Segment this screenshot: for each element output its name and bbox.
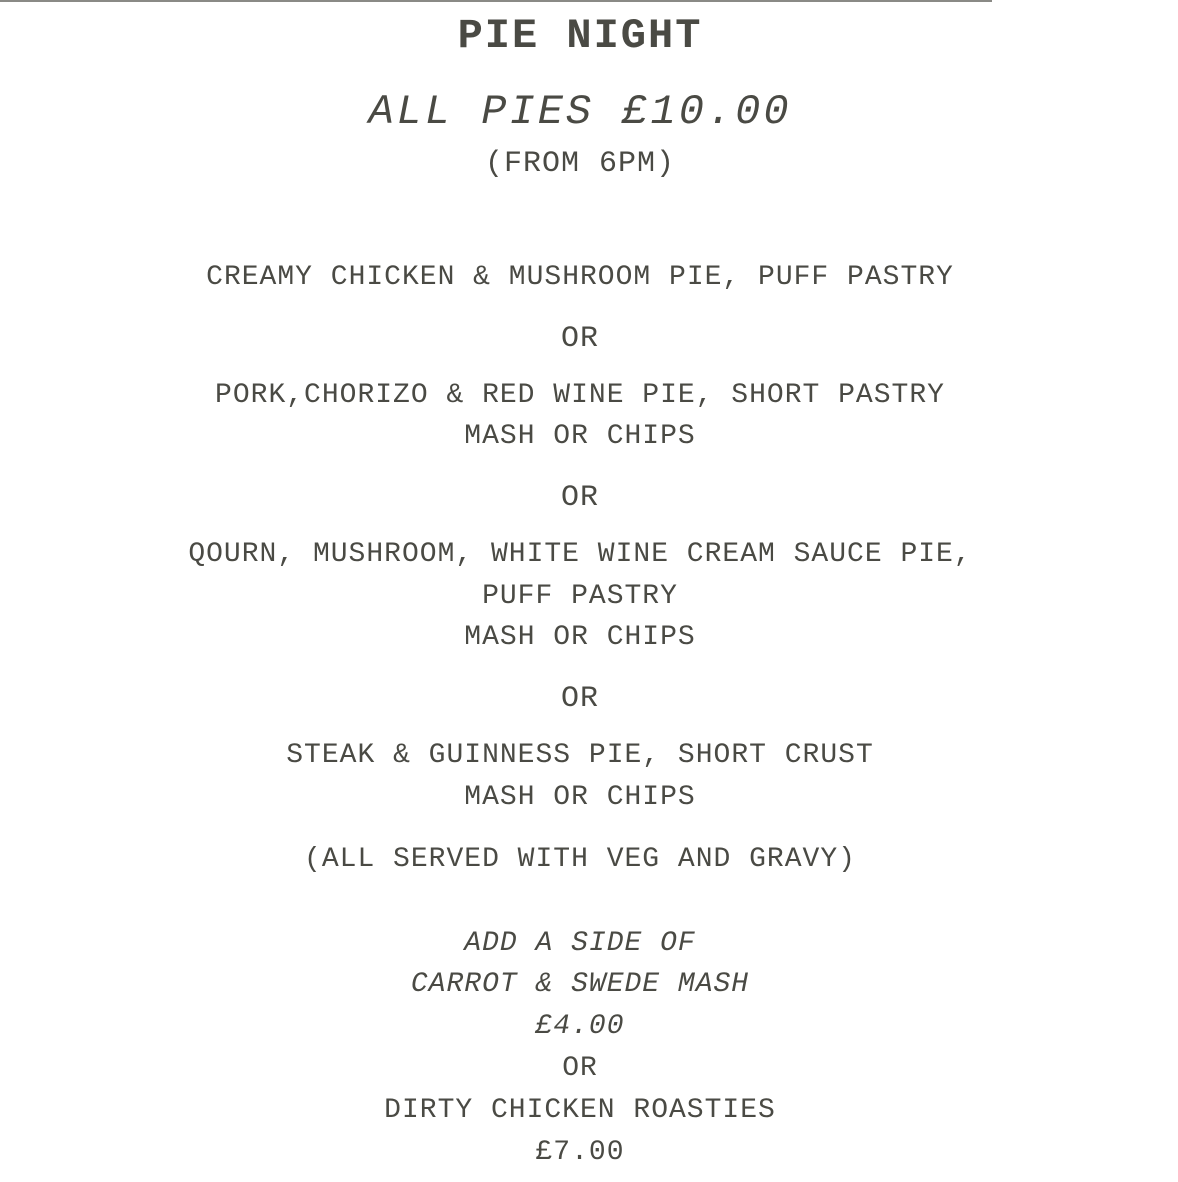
served-note: (ALL SERVED WITH VEG AND GRAVY) [304, 844, 856, 875]
sides-intro: ADD A SIDE OF [464, 928, 696, 959]
menu-item-chicken-mushroom: CREAMY CHICKEN & MUSHROOM PIE, PUFF PASTRY [206, 262, 954, 293]
or-separator: OR [560, 682, 599, 716]
menu-item-pork-chorizo: PORK,CHORIZO & RED WINE PIE, SHORT PASTRY [215, 380, 945, 411]
time-note: (FROM 6PM) [484, 147, 676, 181]
side-option-carrot-swede-price: £4.00 [535, 1011, 625, 1042]
side-option-chicken-roasties-price: £7.00 [535, 1137, 625, 1168]
top-divider [0, 0, 992, 2]
or-separator: OR [560, 481, 599, 515]
menu-title: PIE NIGHT [457, 12, 703, 60]
or-separator: OR [560, 322, 599, 356]
menu-item-pork-chorizo-side: MASH OR CHIPS [464, 421, 696, 452]
side-option-carrot-swede: CARROT & SWEDE MASH [410, 969, 750, 1000]
side-option-chicken-roasties: DIRTY CHICKEN ROASTIES [384, 1095, 776, 1126]
menu-item-qourn-side: MASH OR CHIPS [464, 622, 696, 653]
price-line: ALL PIES £10.00 [368, 88, 792, 136]
menu-item-steak-guinness: STEAK & GUINNESS PIE, SHORT CRUST [286, 740, 874, 771]
menu-item-qourn-pastry: PUFF PASTRY [482, 581, 678, 612]
menu-item-steak-guinness-side: MASH OR CHIPS [464, 782, 696, 813]
sides-or-separator: OR [562, 1053, 598, 1084]
menu-item-qourn-mushroom: QOURN, MUSHROOM, WHITE WINE CREAM SAUCE PIE, [188, 539, 972, 570]
